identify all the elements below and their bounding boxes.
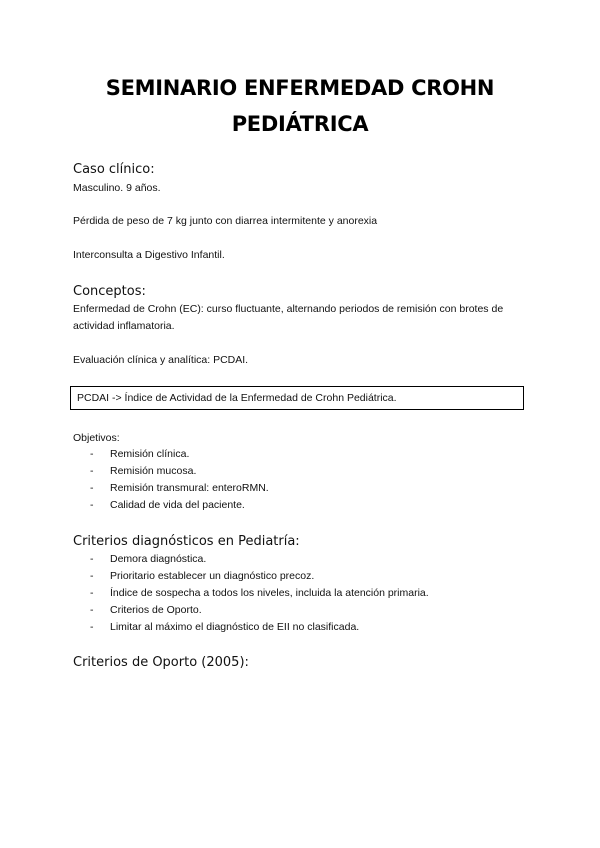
pcdai-definition-box (70, 386, 524, 410)
bullet-dash: - (90, 448, 94, 460)
bullet-dash: - (90, 604, 94, 616)
bullet-dash: - (90, 553, 94, 565)
list-item-text: Remisión transmural: enteroRMN. (110, 482, 269, 494)
conceptos-line-1: Enfermedad de Crohn (EC): curso fluctuante, alternando periodos de remisión con brotes de (73, 303, 504, 315)
caso-line-3: Interconsulta a Digestivo Infantil. (73, 249, 225, 261)
bullet-dash: - (90, 465, 94, 477)
bullet-dash: - (90, 499, 94, 511)
list-item-text: Demora diagnóstica. (110, 553, 207, 565)
conceptos-line-3: Evaluación clínica y analítica: PCDAI. (73, 354, 249, 366)
objetivos-label: Objetivos: (73, 432, 120, 444)
list-item-text: Remisión clínica. (110, 448, 190, 460)
criterios-diagnosticos-heading: Criterios diagnósticos en Pediatría: (73, 534, 300, 549)
list-item-text: Limitar al máximo el diagnóstico de EII no clasificada. (110, 621, 360, 633)
bullet-dash: - (90, 482, 94, 494)
bullet-dash: - (90, 570, 94, 582)
caso-line-1: Masculino. 9 años. (73, 182, 161, 194)
document-title-line-1: SEMINARIO ENFERMEDAD CROHN (105, 76, 495, 100)
bullet-dash: - (90, 587, 94, 599)
document-title-line-2: PEDIÁTRICA (231, 112, 369, 136)
list-item-text: Calidad de vida del paciente. (110, 499, 245, 511)
conceptos-line-2: actividad inflamatoria. (73, 320, 175, 332)
bullet-dash: - (90, 621, 94, 633)
list-item-text: Criterios de Oporto. (110, 604, 202, 616)
list-item-text: Prioritario establecer un diagnóstico precoz. (110, 570, 315, 582)
conceptos-heading: Conceptos: (73, 284, 146, 299)
caso-clinico-heading: Caso clínico: (73, 162, 155, 177)
criterios-oporto-heading: Criterios de Oporto (2005): (73, 655, 249, 670)
list-item-text: Índice de sospecha a todos los niveles, incluida la atención primaria. (110, 587, 429, 599)
list-item-text: Remisión mucosa. (110, 465, 197, 477)
pcdai-definition-text: PCDAI -> Índice de Actividad de la Enfermedad de Crohn Pediátrica. (77, 392, 397, 404)
caso-line-2: Pérdida de peso de 7 kg junto con diarrea intermitente y anorexia (73, 215, 378, 227)
